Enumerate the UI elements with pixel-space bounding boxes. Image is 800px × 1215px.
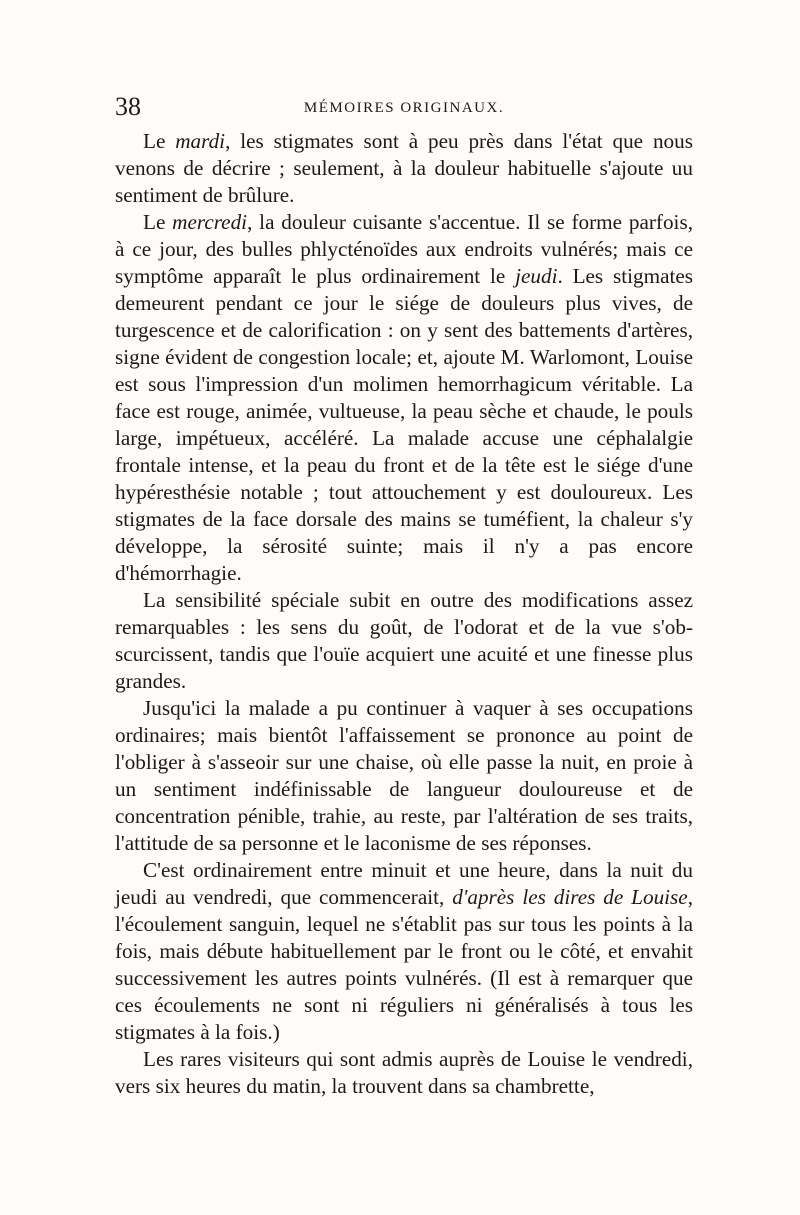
paragraph [115, 1046, 693, 1100]
paragraph [115, 857, 693, 1046]
paragraph [115, 587, 693, 695]
italic-text: mercredi [172, 210, 248, 234]
paragraph [115, 695, 693, 857]
italic-text: jeudi [515, 264, 558, 288]
text-run: . Les stigmates demeurent pendant ce jour le siége de douleurs plus vives, de turgescence et de calorification : on y sent des battements d'artères, signe évident de congestion locale; et, ajoute M. Warlomont, Louise est sous l'impression d'un molimen hemorrhagicum véritable. La face est rouge, animée, vultueuse, la peau sèche et chaude, le pouls large, impétueux, accéléré. La malade accuse une céphalalgie frontale intense, et la peau du front et de la tête est le siége d'une hypéresthésie notable ; tout attouchement y est douloureux. Les stigmates de la face dorsale des mains se tuméfient, la chaleur s'y développe, la sérosité suinte; mais il n'y a pas encore d'hémorrhagie. [115, 264, 694, 585]
italic-text: d'après les dires de Louise [452, 885, 688, 909]
page-header [115, 92, 693, 122]
text-run: Le [143, 129, 176, 153]
running-head: MÉMOIRES ORIGINAUX. [303, 100, 505, 116]
text-run: , l'écoulement sanguin, lequel ne s'établit pas sur tous les points à la fois, mais débute habituellement par le front ou le côté, et envahit successivement les autres points vulnérés. (Il est à remarquer que ces écoulements ne sont ni réguliers ni généralisés à tous les stigmates à la fois.) [115, 885, 693, 1044]
paragraph [115, 128, 693, 209]
paragraph [115, 209, 693, 587]
page-number: 38 [115, 92, 141, 121]
text-run: Le [143, 210, 173, 234]
italic-text: mardi [175, 129, 226, 153]
text-run: La sensibilité spéciale subit en outre des modifications assez remarquables : les sens du goût, de l'odorat et de la vue s'obscurcissent, tandis que l'ouïe acquiert une acuité et une finesse plus grandes. [115, 588, 693, 693]
text-run: , la douleur cuisante s'accentue. Il se forme parfois, à ce jour, des bulles phlycténoïdes aux endroits vulnérés; mais ce symptôme apparaît le plus ordinairement le [115, 210, 693, 288]
text-run: Jusqu'ici la malade a pu continuer à vaquer à ses occupations ordinaires; mais bientôt l'affaissement se prononce au point de l'obliger à s'asseoir sur une chaise, où elle passe la nuit, en proie à un sentiment indéfinissable de langueur douloureuse et de concentration pénible, trahie, au reste, par l'altération de ses traits, l'attitude de sa personne et le laconisme de ses réponses. [115, 696, 693, 855]
body-text [115, 128, 693, 1100]
text-run: C'est ordinairement entre minuit et une heure, dans la nuit du jeudi au vendredi, que commencerait, [115, 858, 693, 909]
text-run: Les rares visiteurs qui sont admis auprès de Louise le vendredi, vers six heures du matin, la trouvent dans sa chambrette, [115, 1047, 693, 1098]
text-run: , les stigmates sont à peu près dans l'état que nous venons de décrire ; seulement, à la douleur habituelle s'ajoute uu sentiment de brûlure. [115, 129, 693, 207]
